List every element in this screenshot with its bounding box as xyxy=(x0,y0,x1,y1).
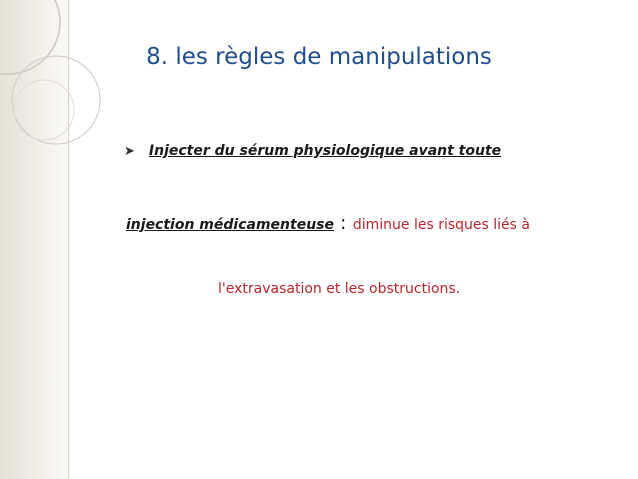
emphasis-text: injection médicamenteuse xyxy=(126,217,334,233)
colon-separator: : xyxy=(340,212,347,234)
slide-title: 8. les règles de manipulations xyxy=(146,44,492,70)
deco-circle-3 xyxy=(14,80,74,140)
decorative-circles xyxy=(0,0,120,200)
arrowhead-bullet-icon: ➤ xyxy=(124,144,135,159)
bullet-item xyxy=(124,143,501,159)
bullet-text: Injecter du sérum physiologique avant toute xyxy=(148,143,502,159)
body-line-3: l'extravasation et les obstructions. xyxy=(218,281,461,297)
body-line-2 xyxy=(126,212,530,234)
red-text-line-2: diminue les risques liés à xyxy=(352,217,530,233)
